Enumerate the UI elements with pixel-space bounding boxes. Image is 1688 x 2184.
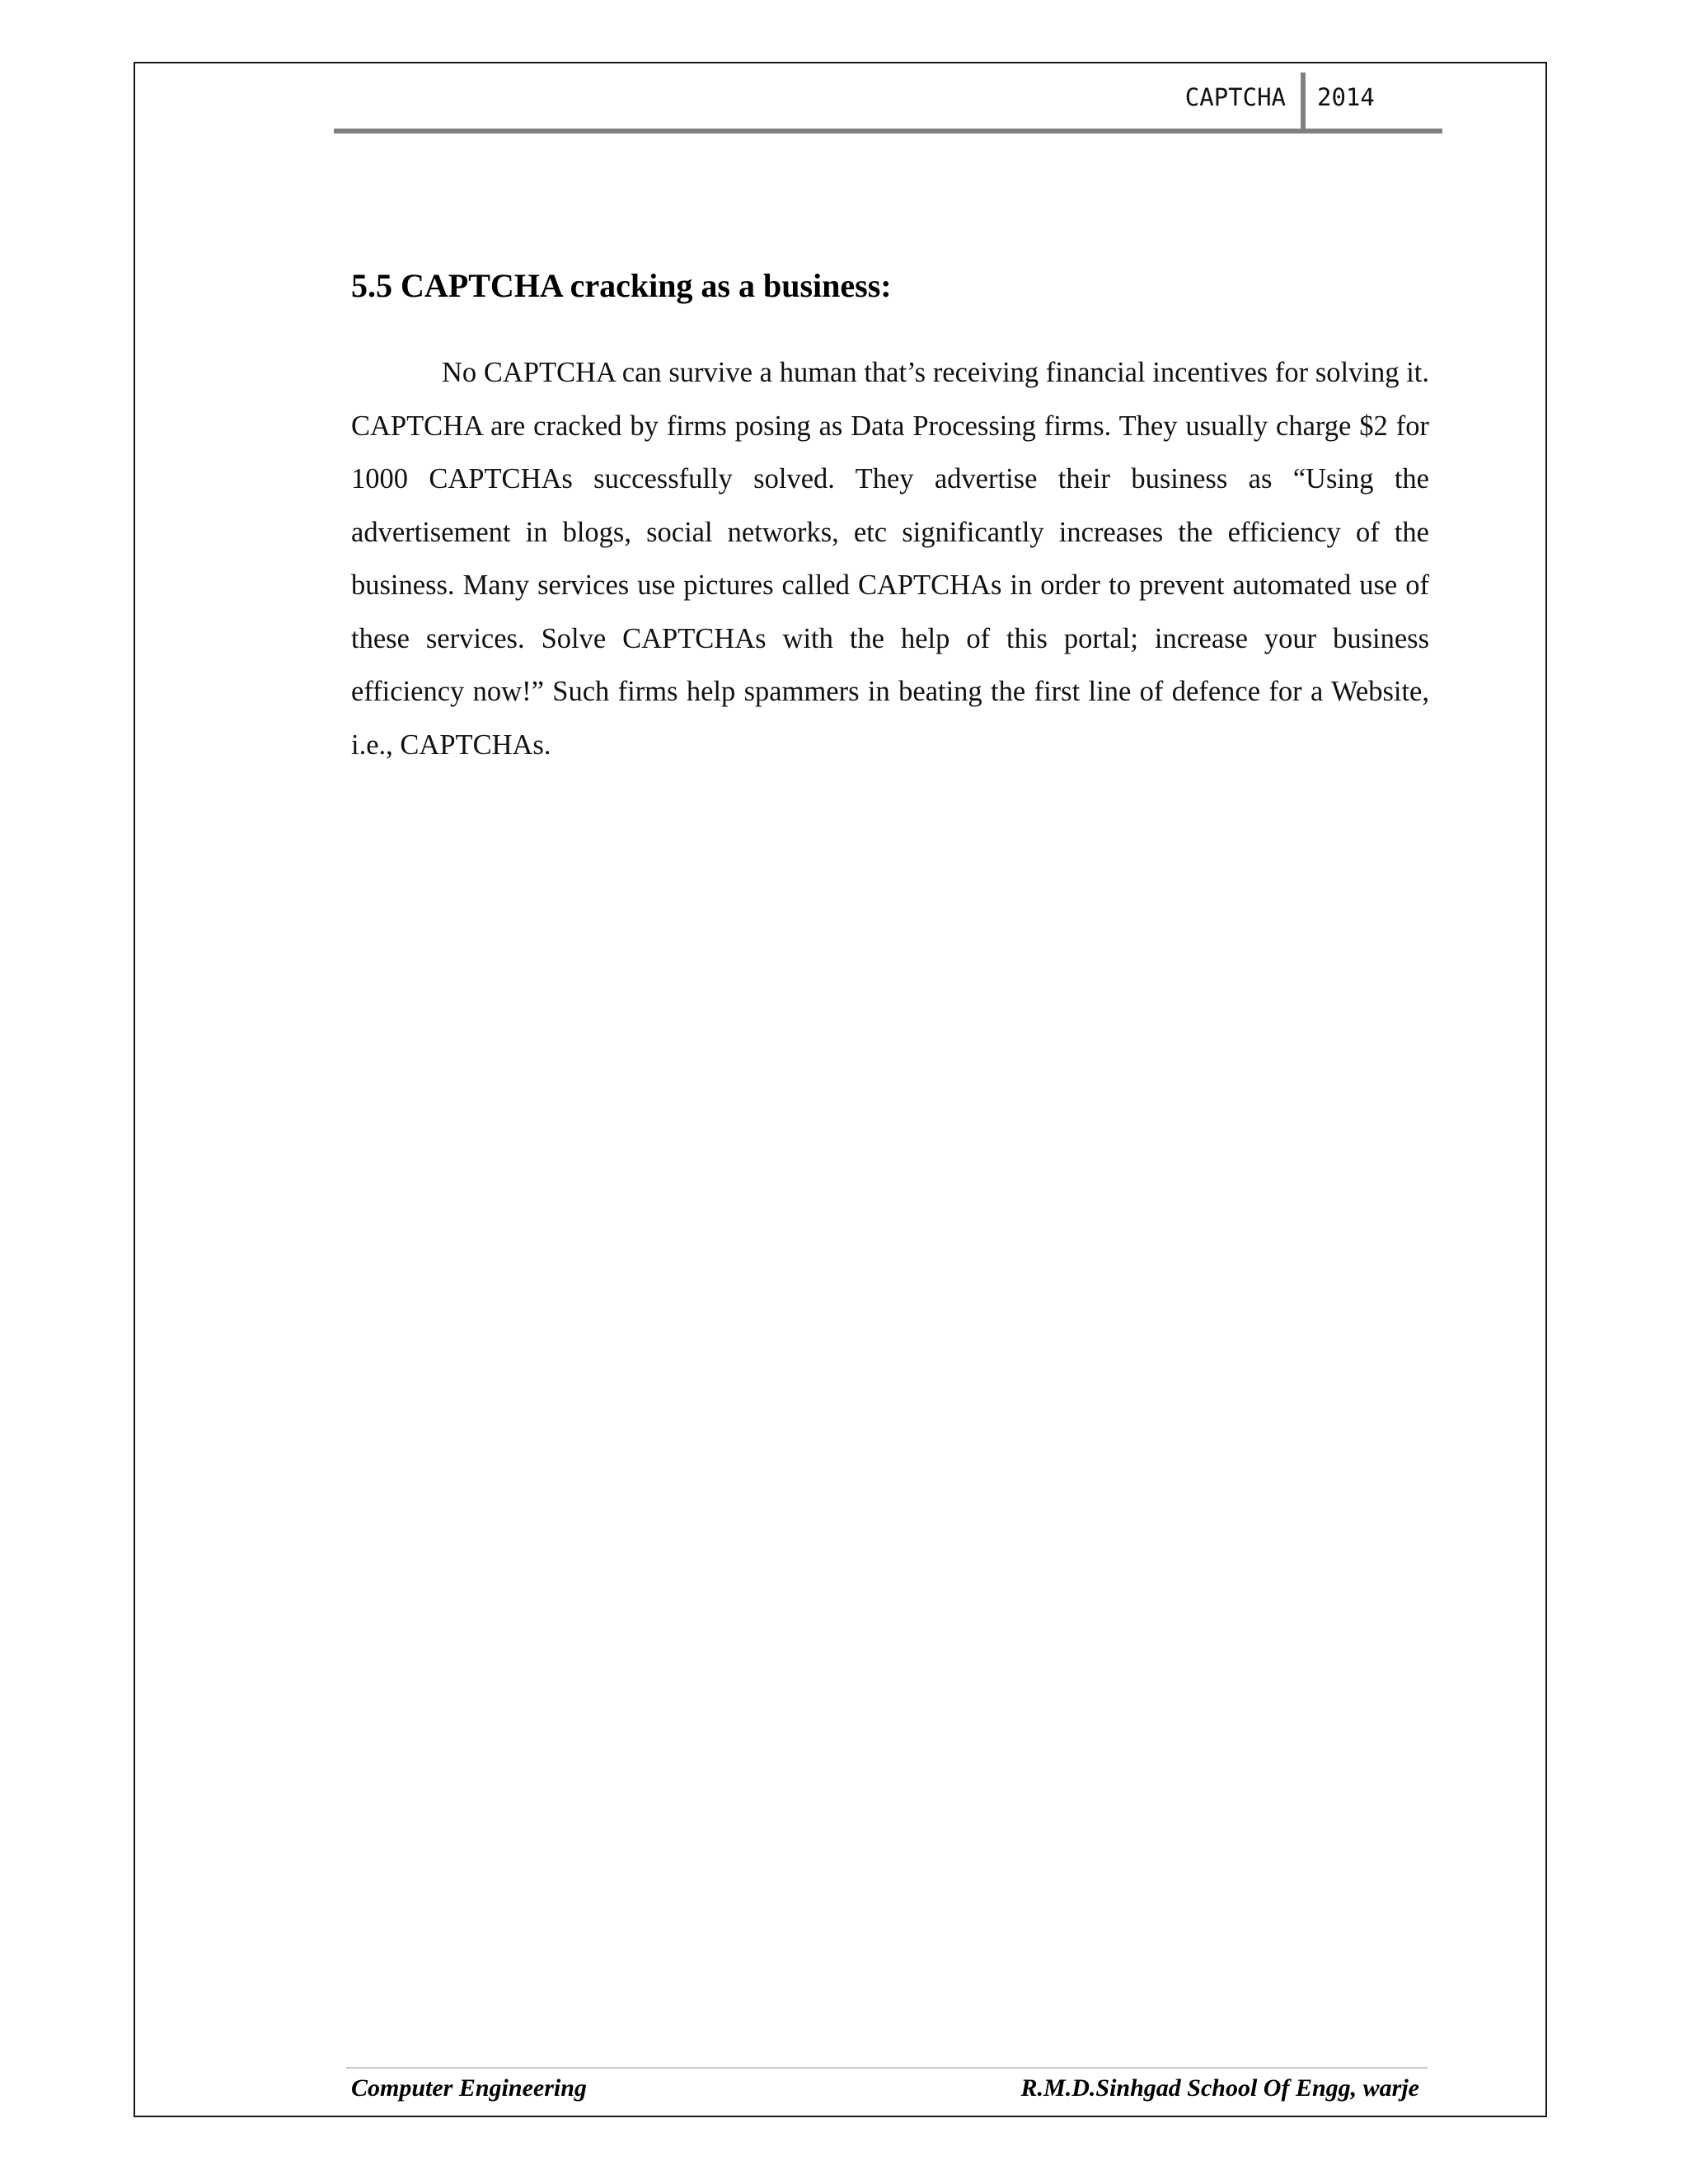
section-heading: 5.5 CAPTCHA cracking as a business: <box>351 267 892 304</box>
footer-institution: R.M.D.Sinhgad School Of Engg, warje <box>1020 2074 1419 2102</box>
footer-department: Computer Engineering <box>351 2074 587 2102</box>
header-divider <box>1301 73 1306 129</box>
body-paragraph: No CAPTCHA can survive a human that’s receiving financial incentives for solving it. CAPTCHA are cracked by firms posing as Data Processing firms. They usually charge $2 for 1000 CAPTCHAs successfully solved. They advertise their business as “Using the advertisement in blogs, social networks, etc significantly increases the efficiency of the business. Many services use pictures called CAPTCHAs in order to prevent automated use of these services. Solve CAPTCHAs with the help of this portal; increase your business efficiency now!” Such firms help spammers in beating the first line of defence for a Website, i.e., CAPTCHAs. <box>351 357 1429 761</box>
footer-rule <box>346 2067 1428 2069</box>
header-rule <box>334 129 1442 134</box>
header-title: CAPTCHA <box>1184 83 1286 111</box>
header-year: 2014 <box>1317 83 1375 111</box>
